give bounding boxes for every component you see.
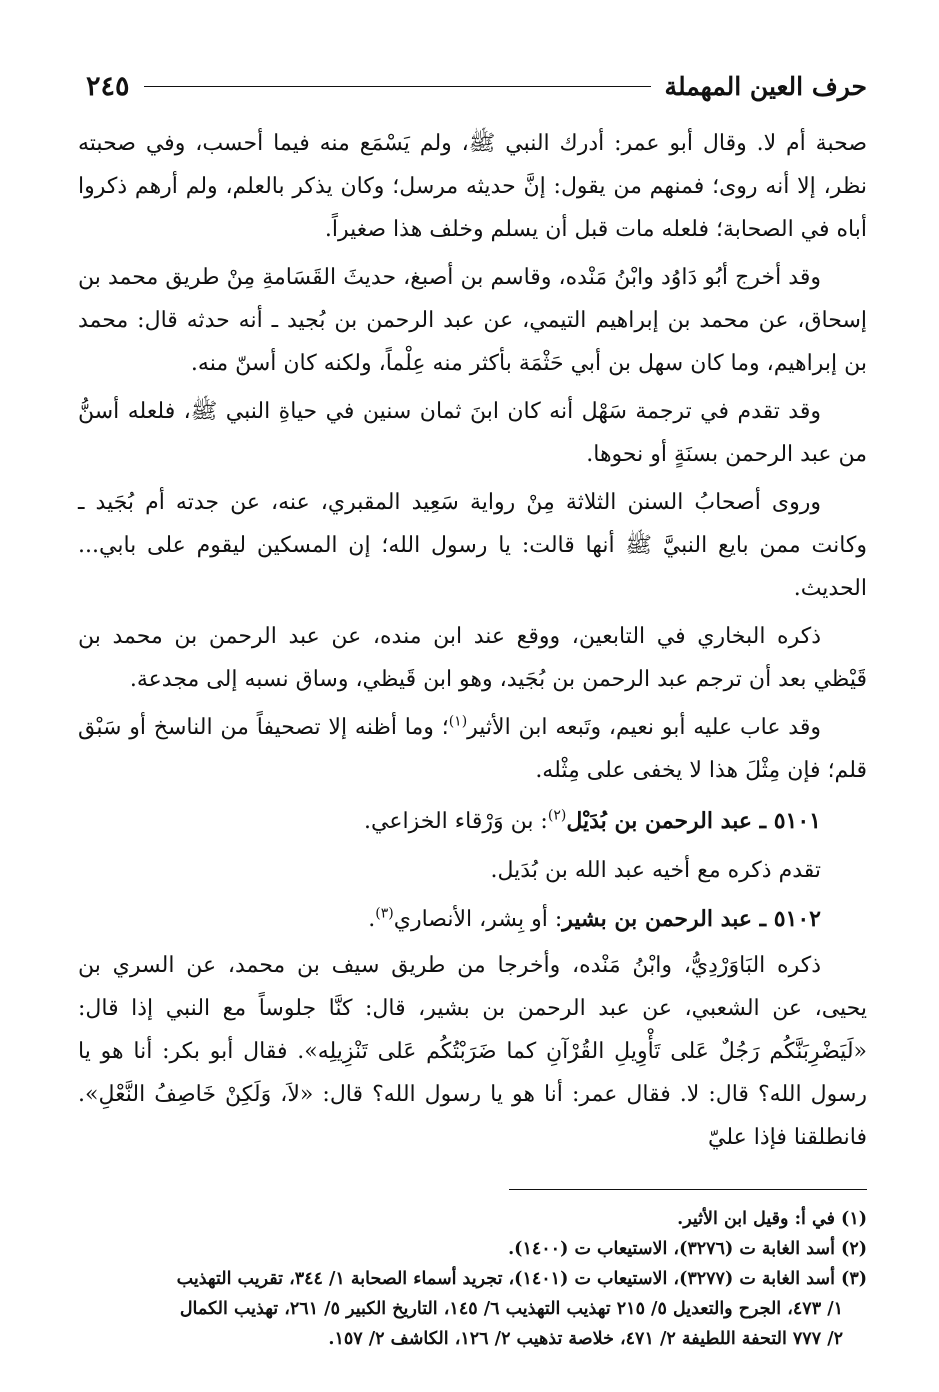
paragraph-8: ذكره البَاوَرْدِيُّ، وابْنُ مَنْده، وأخرجا من طريق سيف بن محمد، عن السري بن يحيى، عن الشعبي، عن عبد الرحمن بن بشير، قال: كنَّا جلوساً مع النبي إذا قال: «لَيَضْرِبَنَّكُم رَجُلٌ عَلى تَأْوِيلِ القُرْآنِ كما ضَرَبْتُكُم عَلى تَنْزِيلِه». فقال أبو بكر: أنا هو يا رسول الله؟ قال: لا. فقال عمر: أنا هو يا رسول الله؟ قال: «لاَ، وَلَكِنْ خَاصِفُ النَّعْلِ». فانطلقنا فإذا عليّ xyxy=(78,953,867,1150)
running-title: حرف العين المهملة xyxy=(664,71,867,101)
paragraph-6-text-a: وقد عاب عليه أبو نعيم، وتَبعه ابن الأثير xyxy=(467,715,821,740)
footnote-3-line-2: ١/ ٤٧٣، الجرح والتعديل ٥/ ٢١٥ تهذيب التهذيب ٦/ ١٤٥، التاريخ الكبير ٥/ ٢٦١، تهذيب الكمال xyxy=(179,1299,843,1319)
entry-5101-rest: : بن وَرْقاء الخزاعي. xyxy=(364,809,548,834)
footnote-3-line-1: (٣) أسد الغابة ت (٣٢٧٧)، الاستيعاب ت (١٤٠١)، تجريد أسماء الصحابة ١/ ٣٤٤، تقريب التهذيب xyxy=(176,1269,867,1289)
footnote-2: (٢) أسد الغابة ت (٣٢٧٦)، الاستيعاب ت (١٤٠٠). xyxy=(508,1239,867,1259)
footnote-1: (١) في أ: وقيل ابن الأثير. xyxy=(677,1209,867,1229)
footnote-ref-3[interactable]: (٣) xyxy=(375,905,394,922)
paragraph-3: وقد تقدم في ترجمة سَهْل أنه كان ابنَ ثمان سنين في حياةِ النبي ﷺ، فلعله أسنُّ من عبد الرحمن بسنَةٍ أو نحوها. xyxy=(78,399,867,467)
footnote-ref-1[interactable]: (١) xyxy=(448,713,468,730)
entry-5101 xyxy=(78,797,867,846)
paragraph-2: وقد أخرج أبُو دَاوُد وابْنُ مَنْده، وقاسم بن أصبغ، حديثَ القَسَامةِ مِنْ طريق محمد بن إسحاق، عن محمد بن إبراهيم التيمي، عن عبد الرحمن بن بُجيد ـ أنه حدثه قال: محمد بن إبراهيم، وما كان سهل بن أبي حَثْمَة بأكثر منه عِلْماً، ولكنه كان أسنّ منه. xyxy=(78,265,867,376)
footnote-3-line-3: ٢/ ٧٧٧ التحفة اللطيفة ٢/ ٤٧١، خلاصة تذهيب ٢/ ١٢٦، الكاشف ٢/ ١٥٧. xyxy=(328,1329,843,1349)
page-header xyxy=(78,62,867,110)
entry-5102-rest: : أو بِشر، الأنصاري xyxy=(393,907,563,932)
entry-5102 xyxy=(78,895,867,944)
paragraph-7: تقدم ذكره مع أخيه عبد الله بن بُدَيل. xyxy=(490,858,821,883)
page-number: ٢٤٥ xyxy=(86,70,130,102)
header-rule xyxy=(144,86,651,87)
entry-5101-title: ٥١٠١ ـ عبد الرحمن بن بُدَيْل xyxy=(566,808,821,834)
footnote-ref-2[interactable]: (٢) xyxy=(547,807,567,824)
paragraph-6-text-b: ؛ وما أظنه إلا تصحيفاً من الناسخ أو سَبْق قلم؛ فإن مِثْلَ هذا لا يخفى على مِثْله. xyxy=(78,715,867,783)
paragraph-6 xyxy=(78,706,867,792)
page-body xyxy=(78,122,867,1159)
footnotes xyxy=(78,1204,867,1354)
paragraph-1: صحبة أم لا. وقال أبو عمر: أدرك النبي ﷺ، ولم يَسْمَع منه فيما أحسب، وفي صحبته نظر، إلا أنه روى؛ فمنهم من يقول: إنَّ حديثه مرسل؛ وكان يذكر بالعلم، ولم أرهم ذكروا أباه في الصحابة؛ فلعله مات قبل أن يسلم وخلف هذا صغيراً. xyxy=(78,131,867,242)
entry-5102-end: . xyxy=(368,907,376,932)
footnote-separator xyxy=(509,1189,867,1190)
paragraph-5: ذكره البخاري في التابعين، ووقع عند ابن منده، عن عبد الرحمن بن محمد بن قَيْظي بعد أن ترجم عبد الرحمن بن بُجَيد، وهو ابن قَيظي، وساق نسبه إلى مجدعة. xyxy=(78,624,867,692)
entry-5102-title: ٥١٠٢ ـ عبد الرحمن بن بشير xyxy=(562,906,821,932)
paragraph-4: وروى أصحابُ السنن الثلاثة مِنْ رواية سَعِيد المقبري، عنه، عن جدته أم بُجَيد ـ وكانت ممن بايع النبيَّ ﷺ أنها قالت: يا رسول الله؛ إن المسكين ليقوم على بابي... الحديث. xyxy=(78,490,867,601)
